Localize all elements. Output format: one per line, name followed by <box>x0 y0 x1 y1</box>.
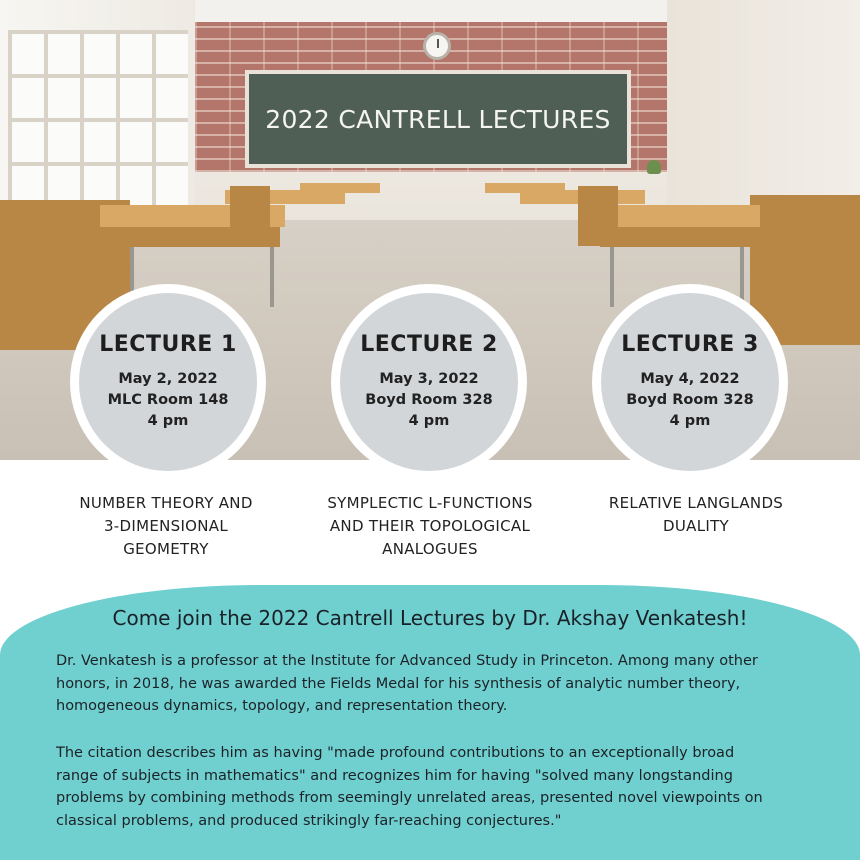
info-heading: Come join the 2022 Cantrell Lectures by Dr. Akshay Venkatesh! <box>112 606 748 630</box>
topic-line: ANALOGUES <box>382 540 478 558</box>
desk-chair-back <box>578 186 618 246</box>
lecture-date: May 3, 2022 <box>379 371 479 387</box>
lecture-date: May 2, 2022 <box>118 371 218 387</box>
lecture-2-card <box>331 284 527 480</box>
paragraph-line: problems by combining methods from seemingly unrelated areas, presented novel viewpoints on <box>56 790 763 806</box>
desk <box>300 183 380 193</box>
lecture-1-card <box>70 284 266 480</box>
lecture-heading: LECTURE 3 <box>621 332 759 357</box>
paragraph-line: The citation describes him as having "made profound contributions to an exceptionally broad <box>56 745 735 761</box>
lecture-time: 4 pm <box>669 413 711 429</box>
lecture-3-card <box>592 284 788 480</box>
lecture-room: Boyd Room 328 <box>365 392 493 408</box>
lecture-2-topic <box>320 492 540 561</box>
paragraph-line: homogeneous dynamics, topology, and representation theory. <box>56 698 508 714</box>
paragraph-line: honors, in 2018, he was awarded the Fields Medal for his synthesis of analytic number theory, <box>56 675 741 692</box>
lecture-heading: LECTURE 1 <box>99 332 237 357</box>
desk <box>485 183 565 193</box>
topic-line: NUMBER THEORY AND <box>79 494 253 512</box>
topic-line: AND THEIR TOPOLOGICAL <box>329 517 531 535</box>
lecture-time: 4 pm <box>408 413 450 429</box>
lecture-3-topic <box>586 492 806 538</box>
desk-chair-back <box>230 186 270 246</box>
wall-clock-icon <box>423 32 451 60</box>
lecture-heading: LECTURE 2 <box>360 332 498 357</box>
plant-icon <box>647 160 661 174</box>
classroom-window <box>8 30 188 210</box>
citation-paragraph <box>56 742 836 832</box>
chalkboard <box>245 70 631 168</box>
paragraph-line: range of subjects in mathematics" and recognizes him for having "solved many longstanding <box>56 767 733 784</box>
lecture-time: 4 pm <box>147 413 189 429</box>
topic-line: 3-DIMENSIONAL <box>103 517 229 535</box>
bio-paragraph <box>56 650 836 718</box>
topic-line: SYMPLECTIC L-FUNCTIONS <box>327 494 533 512</box>
desk-apron <box>600 227 750 247</box>
event-title: 2022 CANTRELL LECTURES <box>265 104 611 134</box>
topic-line: RELATIVE LANGLANDS <box>608 494 784 512</box>
paragraph-line: classical problems, and produced strikingly far-reaching conjectures." <box>56 812 562 829</box>
lecture-date: May 4, 2022 <box>640 371 740 387</box>
lecture-room: MLC Room 148 <box>107 392 229 408</box>
desk-leg <box>270 247 274 307</box>
lecture-room: Boyd Room 328 <box>626 392 754 408</box>
desk-leg <box>610 247 614 307</box>
topic-line: GEOMETRY <box>123 540 209 558</box>
topic-line: DUALITY <box>663 517 729 535</box>
lecture-1-topic <box>56 492 276 561</box>
paragraph-line: Dr. Venkatesh is a professor at the Institute for Advanced Study in Princeton. Among many other <box>56 653 758 669</box>
